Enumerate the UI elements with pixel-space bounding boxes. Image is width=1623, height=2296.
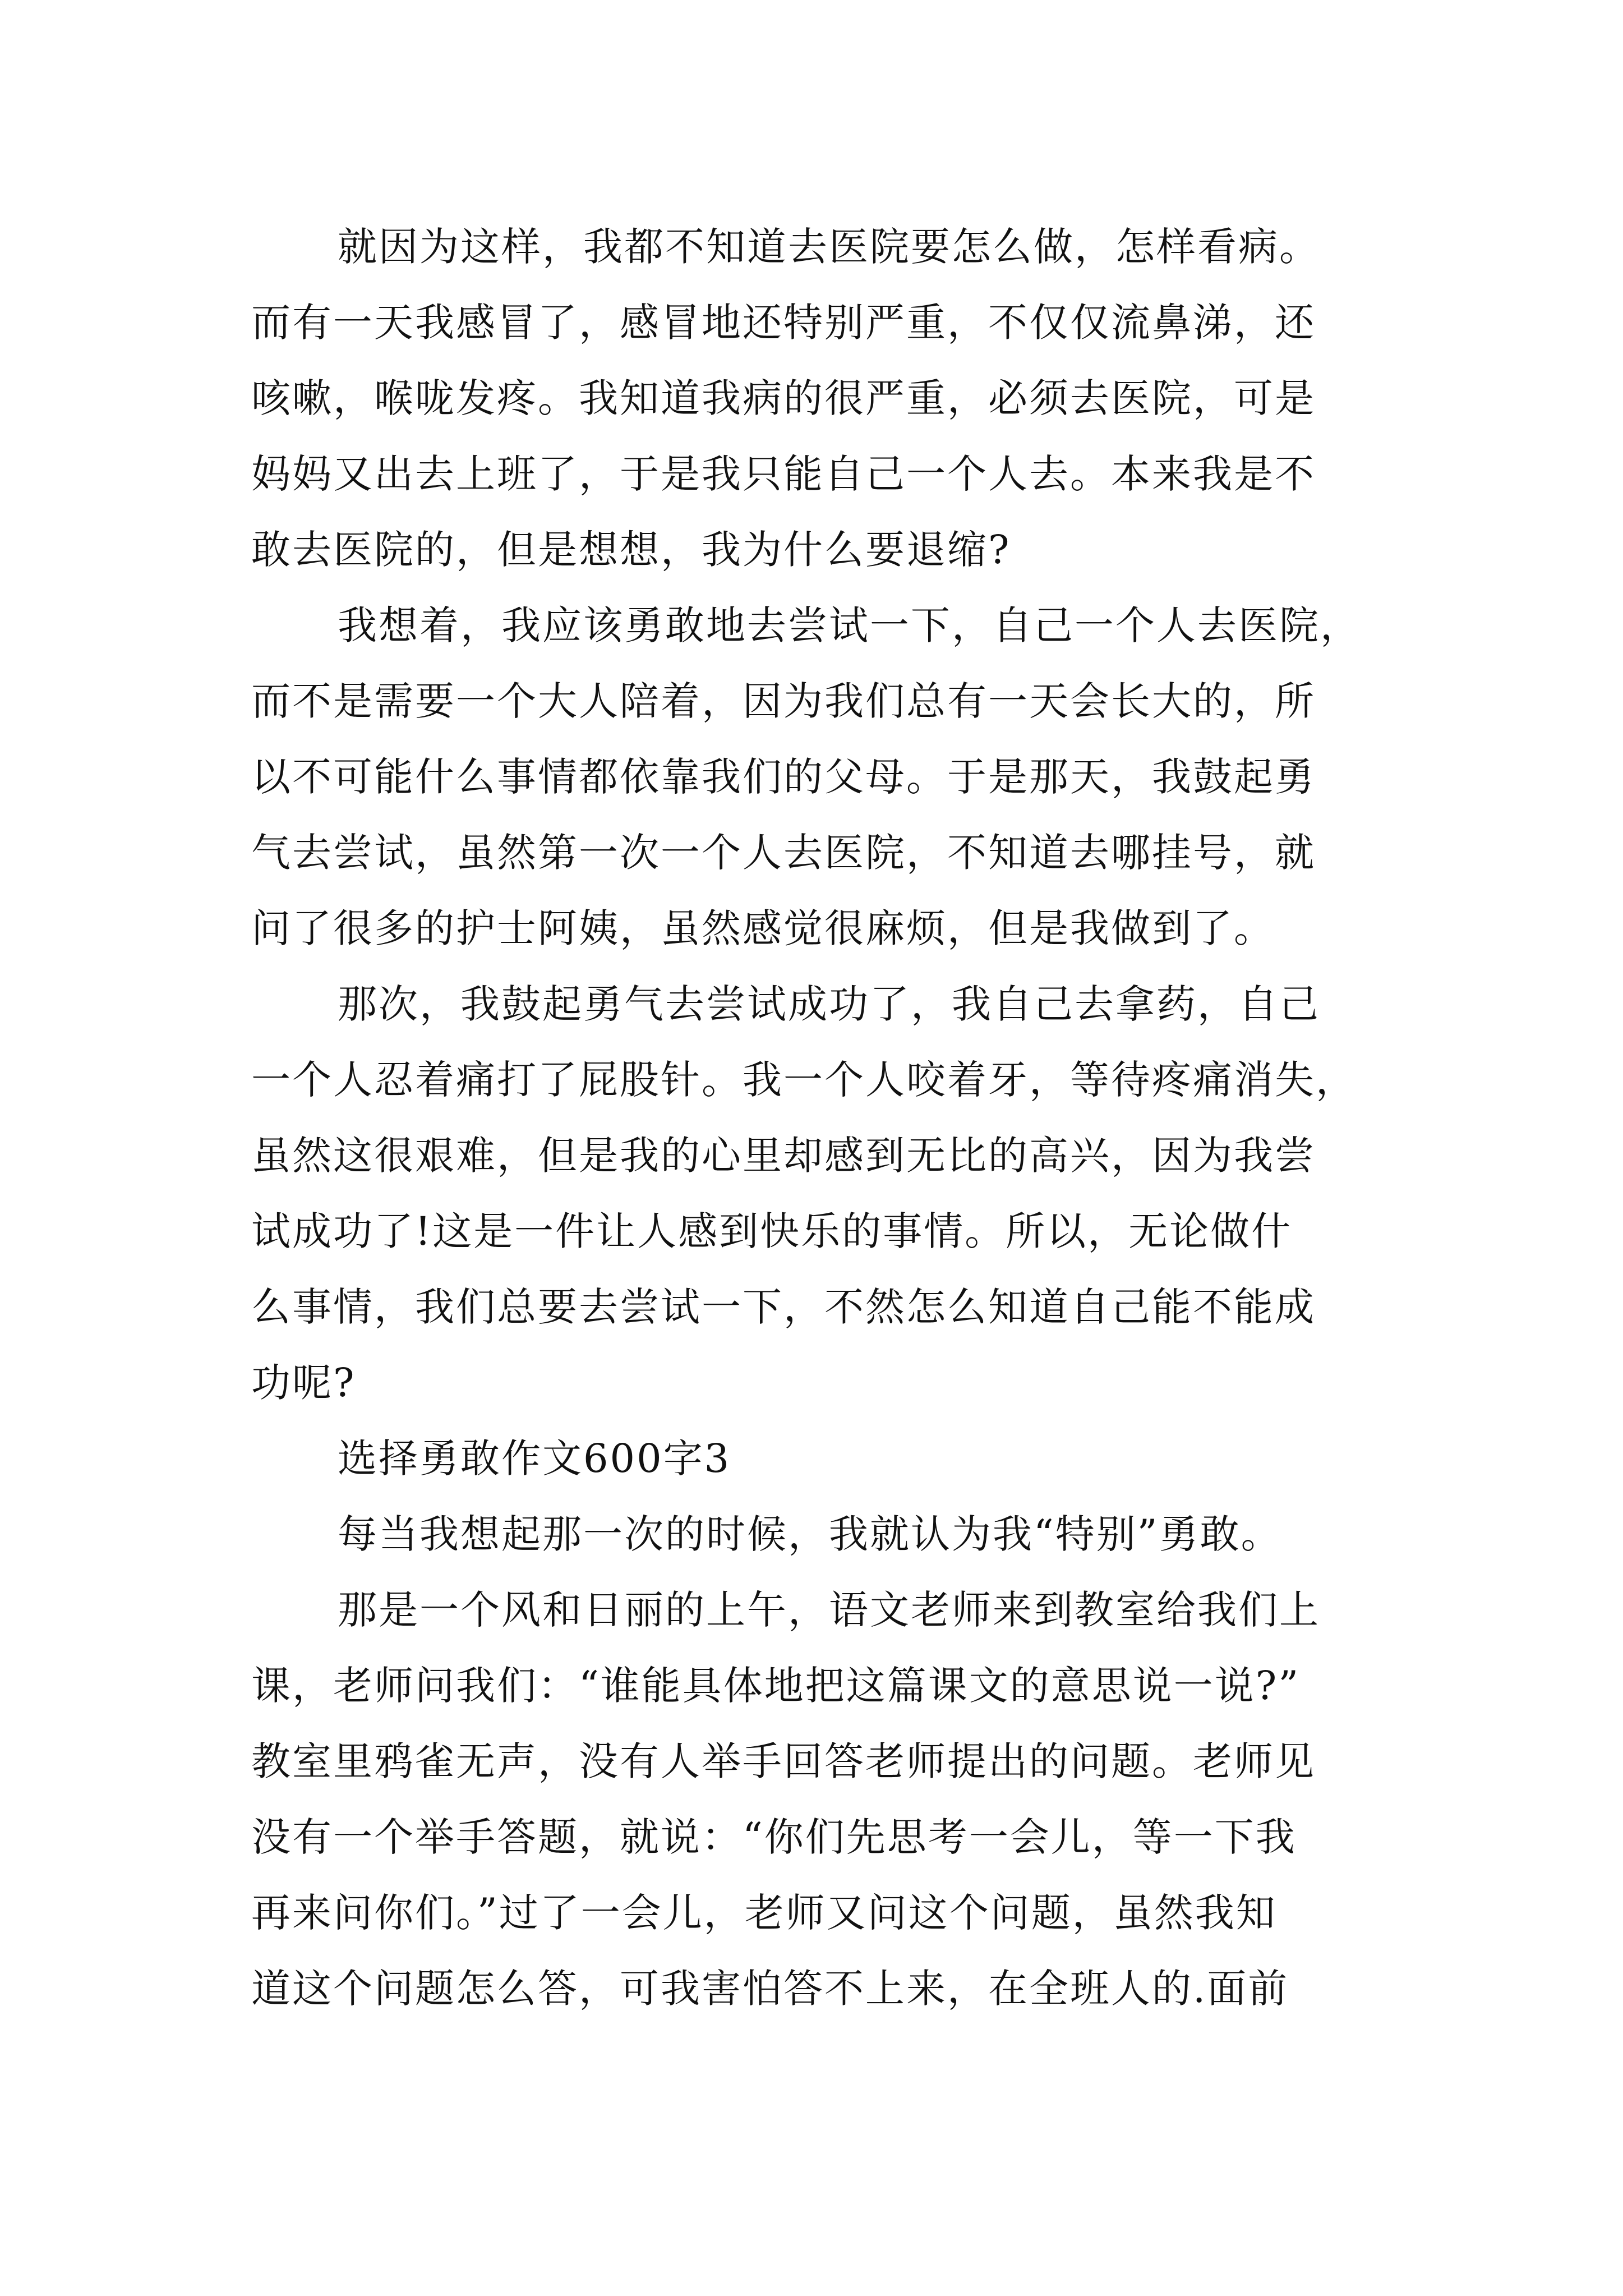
text-line: 而有一天我感冒了，感冒地还特别严重，不仅仅流鼻涕，还: [251, 300, 1316, 346]
text-line: 咳嗽，喉咙发疼。我知道我病的很严重，必须去医院，可是: [251, 375, 1316, 421]
text-line: 那次，我鼓起勇气去尝试成功了，我自己去拿药，自己: [338, 981, 1320, 1027]
text-line: 妈妈又出去上班了，于是我只能自己一个人去。本来我是不: [251, 451, 1316, 497]
text-line: 敢去医院的，但是想想，我为什么要退缩?: [251, 527, 1011, 573]
text-line: 么事情，我们总要去尝试一下，不然怎么知道自己能不能成: [251, 1284, 1316, 1330]
text-line: 就因为这样，我都不知道去医院要怎么做，怎样看病。: [338, 224, 1320, 270]
text-line: 一个人忍着痛打了屁股针。我一个人咬着牙，等待疼痛消失，: [251, 1057, 1357, 1103]
text-line: 没有一个举手答题，就说：“你们先思考一会儿，等一下我: [251, 1814, 1297, 1860]
text-line: 我想着，我应该勇敢地去尝试一下，自己一个人去医院，: [338, 602, 1361, 648]
section-heading: 选择勇敢作文600字3: [338, 1435, 731, 1481]
text-line: 道这个问题怎么答，可我害怕答不上来，在全班人的.面前: [251, 1966, 1289, 2012]
text-line: 以不可能什么事情都依靠我们的父母。于是那天，我鼓起勇: [251, 754, 1316, 800]
text-line: 功呢?: [251, 1360, 356, 1406]
text-line: 教室里鸦雀无声，没有人举手回答老师提出的问题。老师见: [251, 1738, 1316, 1784]
text-line: 每当我想起那一次的时候，我就认为我“特别”勇敢。: [338, 1511, 1282, 1557]
text-line: 气去尝试，虽然第一次一个人去医院，不知道去哪挂号，就: [251, 830, 1316, 876]
text-line: 试成功了!这是一件让人感到快乐的事情。所以，无论做什: [251, 1208, 1293, 1254]
text-line: 问了很多的护士阿姨，虽然感觉很麻烦，但是我做到了。: [251, 905, 1275, 951]
text-line: 而不是需要一个大人陪着，因为我们总有一天会长大的，所: [251, 678, 1316, 724]
text-line: 虽然这很艰难，但是我的心里却感到无比的高兴，因为我尝: [251, 1133, 1316, 1179]
text-line: 再来问你们。”过了一会儿，老师又问这个问题，虽然我知: [251, 1890, 1277, 1936]
text-line: 那是一个风和日丽的上午，语文老师来到教室给我们上: [338, 1587, 1320, 1633]
text-line: 课，老师问我们：“谁能具体地把这篇课文的意思说一说?”: [251, 1663, 1301, 1709]
